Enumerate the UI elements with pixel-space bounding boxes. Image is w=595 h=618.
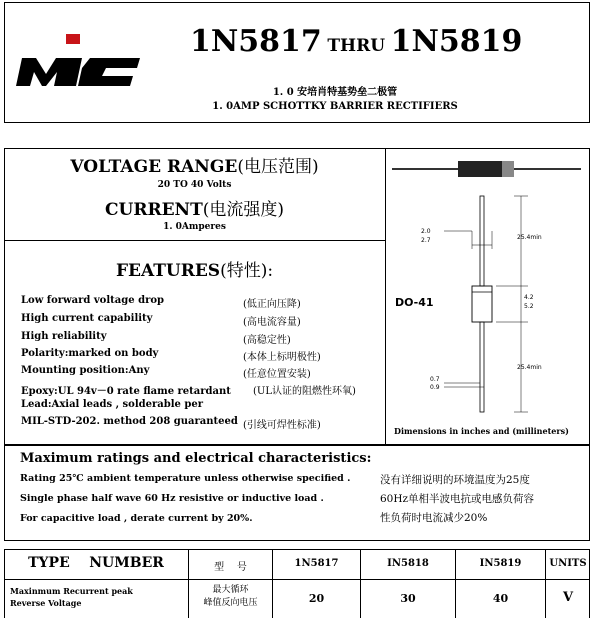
list-item — [21, 313, 383, 331]
list-item — [21, 295, 383, 313]
row-cn — [189, 584, 272, 610]
current — [4, 195, 385, 220]
features-heading — [4, 256, 385, 281]
ratings-line3: For capacitive load , derate current by 20%. — [20, 513, 253, 524]
th-type-number: TYPE NUMBER — [28, 555, 164, 571]
features-title-cn: (特性): — [220, 261, 274, 281]
list-item — [21, 416, 383, 433]
ratings-cn-line3: 性负荷时电流减少20% — [380, 512, 488, 524]
feature-cn: (任意位置安装) — [243, 369, 311, 380]
feature-cn: (高电流容量) — [243, 317, 301, 328]
list-item — [21, 382, 383, 399]
list-item — [21, 365, 383, 382]
row-unit: V — [562, 590, 574, 605]
feature-cn: (引线可焊性标准) — [243, 420, 321, 431]
dim-body-a: 4.2 — [524, 294, 534, 301]
feature-en: MIL-STD-202. method 208 guaranteed — [21, 416, 238, 427]
features-list — [21, 295, 383, 433]
feature-en: Polarity:marked on body — [21, 348, 159, 359]
title-part2: 1N5819 — [390, 24, 523, 59]
voltage-value: 20 TO 40 Volts — [157, 180, 232, 190]
title-thru: THRU — [327, 36, 386, 56]
ratings-cn-line1: 没有详细说明的环境温度为25度 — [380, 474, 530, 486]
dim-lead-dia-b: 0.9 — [430, 384, 440, 391]
dim-lead-top: 25.4min — [517, 234, 542, 241]
diagram-caption: Dimensions in inches and (millineters) — [394, 426, 569, 436]
diode-band — [502, 161, 514, 177]
dim-lead-bottom: 25.4min — [517, 364, 542, 371]
voltage-range — [4, 152, 385, 177]
th-units: UNITS — [549, 558, 587, 569]
features-title: FEATURES — [115, 261, 221, 281]
subtitle-en: 1. 0AMP SCHOTTKY BARRIER RECTIFIERS — [212, 101, 458, 112]
vertical-lead-top — [480, 196, 484, 286]
feature-en: Mounting position:Any — [21, 365, 150, 376]
row-param-line1: Maxinmum Recurrent peak — [10, 586, 133, 596]
package-label: DO-41 — [395, 296, 434, 309]
th-col2: IN5818 — [387, 558, 429, 569]
vertical-body — [472, 286, 492, 322]
ratings-title: Maximum ratings and electrical characteristics: — [20, 451, 372, 466]
specs-divider — [4, 240, 385, 241]
feature-cn: (UL认证的阻燃性环氧) — [253, 386, 356, 397]
dim-top-left-b: 2.7 — [421, 237, 431, 244]
current-label: CURRENT — [104, 200, 203, 220]
row-v1: 20 — [308, 592, 325, 605]
feature-en: High current capability — [21, 313, 153, 324]
current-label-cn: (电流强度) — [202, 200, 285, 220]
row-v2: 30 — [400, 592, 416, 605]
row-cn-line2: 峰值反向电压 — [203, 598, 258, 608]
feature-cn: (低正向压降) — [243, 299, 301, 310]
feature-cn: (高稳定性) — [243, 335, 291, 346]
th-col3: IN5819 — [479, 558, 522, 569]
feature-en: High reliability — [21, 331, 107, 342]
th-col1: 1N5817 — [294, 558, 339, 569]
dim-top-left-a: 2.0 — [421, 228, 431, 235]
ratings-line1: Rating 25℃ ambient temperature unless otherwise specified . — [20, 473, 351, 484]
list-item — [21, 331, 383, 348]
feature-en: Epoxy:UL 94v－0 rate flame retardant — [21, 386, 231, 397]
row-param-line2: Reverse Voltage — [10, 598, 82, 608]
row-v3: 40 — [492, 592, 509, 605]
feature-cn: (本体上标明极性) — [243, 352, 321, 363]
current-value: 1. 0Amperes — [163, 222, 226, 232]
th-cn: 型 号 — [214, 562, 247, 573]
dim-body-b: 5.2 — [524, 303, 534, 310]
feature-en: Low forward voltage drop — [21, 295, 164, 306]
table-row — [10, 585, 188, 609]
voltage-label: VOLTAGE RANGE — [70, 157, 238, 177]
table-rule — [4, 579, 590, 580]
voltage-label-cn: (电压范围) — [237, 157, 319, 177]
dim-lead-dia-a: 0.7 — [430, 376, 440, 383]
row-cn-line1: 最大循环 — [212, 585, 249, 595]
subtitle-cn: 1. 0 安培肖特基势垒二极管 — [272, 87, 398, 98]
mic-logo — [16, 30, 140, 88]
list-item — [21, 399, 383, 416]
feature-en: Lead:Axial leads , solderable per — [21, 399, 204, 410]
ratings-cn-line2: 60Hz单相半波电抗或电感负荷容 — [380, 493, 535, 505]
list-item — [21, 348, 383, 365]
ratings-line2: Single phase half wave 60 Hz resistive or inductive load . — [20, 493, 324, 504]
page-title — [190, 24, 530, 62]
vertical-lead-bottom — [480, 322, 484, 412]
title-part1: 1N5817 — [190, 24, 322, 59]
